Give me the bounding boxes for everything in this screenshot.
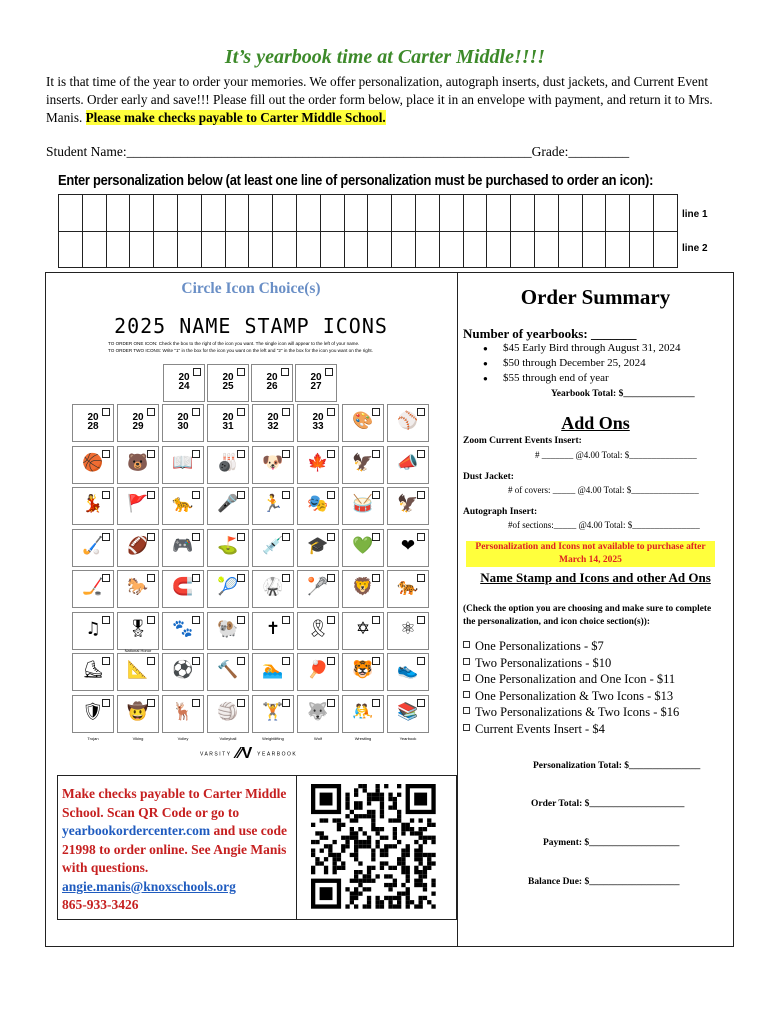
icon-cell[interactable] — [72, 653, 114, 691]
icon-cell[interactable] — [387, 653, 429, 691]
dust-jacket-label: Dust Jacket: — [463, 472, 514, 482]
icon-cell[interactable] — [297, 404, 339, 442]
stamp-icon: 🦅 — [352, 452, 374, 473]
logo-mark-icon: ⁄⁄V — [236, 745, 253, 762]
stamp-icon: 💉 — [262, 535, 284, 556]
icon-cell[interactable] — [162, 529, 204, 567]
icon-cell[interactable] — [387, 695, 429, 741]
letter-box[interactable] — [653, 231, 677, 268]
stamp-icon: ✡ — [355, 618, 371, 639]
stamp-icon: 🚩 — [127, 494, 149, 514]
stamp-icon: 🤠 — [127, 701, 149, 722]
icon-cell[interactable] — [387, 487, 429, 525]
letter-box[interactable] — [344, 195, 368, 232]
icon-cell[interactable] — [117, 529, 159, 567]
icon-cell[interactable] — [117, 612, 159, 653]
intro-text: It is that time of the year to order your memories. We offer personalization, autograph inserts, dust jackets, and Current Event inserts. Order early and save!!! Please fill out the order form below, place it in an envelope with payment, and return it to Mrs. Manis. — [46, 74, 713, 125]
letter-box[interactable] — [368, 231, 392, 268]
icon-cell[interactable] — [342, 487, 384, 525]
letter-box[interactable] — [59, 231, 83, 268]
stamp-icon: 🐎 — [127, 577, 149, 597]
circle-icon-heading: Circle Icon Choice(s) — [181, 280, 321, 297]
number-of-yearbooks-field[interactable]: Number of yearbooks: _______ — [463, 326, 637, 341]
personalization-grid[interactable] — [58, 194, 678, 268]
checkbox-icon[interactable] — [463, 641, 470, 648]
icon-cell[interactable] — [162, 653, 204, 691]
stamp-icon: 🎨 — [352, 411, 374, 431]
icon-cell[interactable] — [342, 612, 384, 650]
icon-caption: Wrestling — [354, 735, 372, 741]
stamp-icon: 🐅 — [397, 577, 419, 597]
icon-caption: National Honor — [124, 647, 152, 653]
order-site-link[interactable]: yearbookordercenter.com — [62, 823, 211, 838]
option-checkbox[interactable] — [463, 671, 679, 688]
stamp-icon: 🥁 — [352, 494, 374, 514]
stamp-icon: 🥋 — [262, 577, 284, 597]
stamp-icon: 🏑 — [82, 535, 104, 556]
icon-cell[interactable] — [207, 612, 249, 650]
icon-caption: Yearbook — [399, 735, 417, 741]
letter-box[interactable] — [653, 195, 677, 232]
letter-box[interactable] — [487, 231, 511, 268]
checkbox-icon[interactable] — [463, 691, 470, 698]
column-divider — [457, 272, 458, 947]
stamp-icon: 🎓 — [307, 535, 329, 556]
stamp-icon: 20 27 — [310, 372, 322, 392]
stamp-icon: 🏋 — [262, 701, 284, 722]
letter-box[interactable] — [82, 231, 106, 268]
qr-code-icon[interactable] — [311, 784, 441, 912]
letter-box[interactable] — [249, 231, 273, 268]
price-item: ● $50 through December 25, 2024 — [488, 356, 681, 371]
stamp-icon: 🦌 — [172, 701, 194, 722]
letter-box[interactable] — [606, 195, 630, 232]
letter-box[interactable] — [534, 231, 558, 268]
icon-cell[interactable] — [297, 446, 339, 484]
icon-cell[interactable] — [117, 404, 159, 442]
two-icon-instructions: TO ORDER TWO ICONS: Write "1" in the box for the icon you want on the left and "2" in the box for the icon you want on the right. — [108, 348, 373, 353]
icon-cell[interactable] — [387, 612, 429, 650]
icon-cell[interactable] — [252, 695, 294, 741]
stamp-icon: 🍁 — [307, 452, 329, 473]
icon-caption: Volley — [177, 735, 189, 741]
letter-box[interactable] — [439, 195, 463, 232]
letter-box[interactable] — [463, 195, 487, 232]
letter-box[interactable] — [273, 231, 297, 268]
option-checkbox[interactable] — [463, 655, 679, 672]
option-label: One Personalization & Two Icons - $13 — [475, 688, 674, 703]
icon-cell[interactable] — [251, 364, 293, 402]
icon-cell[interactable] — [162, 612, 204, 650]
payment-instructions — [62, 785, 294, 915]
checkbox-icon[interactable] — [463, 674, 470, 681]
icon-cell[interactable] — [252, 487, 294, 525]
stamp-icon: 🎤 — [217, 494, 239, 514]
zoom-insert-field[interactable] — [535, 450, 697, 460]
icon-cell[interactable] — [297, 570, 339, 608]
stamp-icon: 20 25 — [222, 372, 234, 392]
option-checkbox[interactable] — [463, 688, 679, 705]
stamp-icon: 🎮 — [172, 535, 194, 556]
icon-cell[interactable] — [342, 695, 384, 741]
icon-cell[interactable] — [162, 487, 204, 525]
stamp-icon: ⚾ — [397, 411, 419, 431]
letter-box[interactable] — [177, 195, 201, 232]
stamp-icon: ✝ — [265, 618, 281, 639]
option-list — [463, 638, 679, 737]
icon-cell[interactable] — [297, 487, 339, 525]
icon-cell[interactable] — [207, 364, 249, 402]
icon-cell[interactable] — [162, 404, 204, 442]
icon-cell[interactable] — [387, 446, 429, 484]
brand-left: VARSITY — [200, 751, 232, 758]
icon-cell[interactable] — [162, 695, 204, 741]
icon-caption: Viking — [132, 735, 144, 741]
icon-cell[interactable] — [72, 404, 114, 442]
stamp-icon: 🏊 — [262, 660, 284, 680]
stamp-icon: 🎖 — [127, 618, 149, 639]
letter-box[interactable] — [201, 231, 225, 268]
stamp-icon: ❤ — [400, 535, 416, 556]
stamp-icon: 🐾 — [172, 618, 194, 639]
checkbox-icon[interactable] — [463, 658, 470, 665]
letter-box[interactable] — [177, 231, 201, 268]
icon-caption: Weightlifting — [262, 735, 284, 741]
letter-box[interactable] — [415, 231, 439, 268]
stamp-icon: 🐺 — [307, 701, 329, 722]
icon-cell[interactable] — [117, 695, 159, 741]
stamp-icon: ⛳ — [217, 535, 239, 556]
stamp-icons-title: 2025 NAME STAMP ICONS — [114, 314, 388, 338]
letter-box[interactable] — [106, 231, 130, 268]
stamp-icon: 👟 — [397, 660, 419, 680]
icon-cell[interactable] — [295, 364, 337, 402]
payment-text-b: and use code 21998 to order online. See Angie Manis with questions. — [62, 823, 287, 875]
letter-box[interactable] — [368, 195, 392, 232]
icon-cell[interactable] — [387, 404, 429, 442]
balance-due-field[interactable]: Balance Due: $___________________ — [528, 877, 680, 887]
stamp-icon: 🏐 — [217, 701, 239, 722]
stamp-icon: ⚽ — [172, 660, 194, 680]
icon-cell[interactable] — [72, 570, 114, 608]
letter-box[interactable] — [487, 195, 511, 232]
stamp-icon: 20 30 — [177, 412, 189, 432]
icon-cell[interactable] — [162, 446, 204, 484]
stamp-icon: 🎾 — [217, 577, 239, 597]
icon-cell[interactable] — [252, 446, 294, 484]
checkbox-icon[interactable] — [463, 707, 470, 714]
icon-cell[interactable] — [207, 695, 249, 741]
stamp-icon: 🐏 — [217, 618, 239, 639]
letter-box[interactable] — [344, 231, 368, 268]
icon-cell[interactable] — [252, 404, 294, 442]
stamp-icon: 20 26 — [266, 372, 278, 392]
personalization-total-field[interactable]: Personalization Total: $_______________ — [533, 761, 701, 771]
stamp-icon: 🤼 — [352, 701, 374, 722]
icon-cell[interactable] — [252, 612, 294, 650]
letter-box[interactable] — [630, 195, 654, 232]
letter-box[interactable] — [273, 195, 297, 232]
letter-box[interactable] — [392, 195, 416, 232]
stamp-icon: 🏈 — [127, 535, 149, 556]
letter-box[interactable] — [511, 231, 535, 268]
letter-box[interactable] — [630, 231, 654, 268]
icon-cell[interactable] — [297, 695, 339, 741]
personalization-row — [59, 195, 678, 232]
letter-box[interactable] — [439, 231, 463, 268]
payment-text-a: Make checks payable to Carter Middle School. Scan QR Code or go to — [62, 786, 287, 820]
qr-code-box — [296, 775, 457, 920]
letter-box[interactable] — [130, 231, 154, 268]
yearbook-total-field[interactable]: Yearbook Total: $_______________ — [551, 389, 695, 399]
autograph-insert-field[interactable] — [508, 520, 700, 530]
letter-box[interactable] — [606, 231, 630, 268]
icon-cell[interactable] — [162, 570, 204, 608]
price-item: ● $55 through end of year — [488, 371, 681, 386]
stamp-icon: 🐻 — [127, 452, 149, 473]
deadline-notice: Personalization and Icons not available to purchase after March 14, 2025 — [466, 541, 715, 567]
autograph-insert-line: #of sections:_____ @4.00 Total: $_______________ — [508, 520, 700, 530]
icon-cell[interactable] — [387, 570, 429, 608]
icon-caption: Volleyball — [219, 735, 237, 741]
letter-box[interactable] — [296, 195, 320, 232]
stamp-icon: 🐶 — [262, 452, 284, 473]
icon-cell[interactable] — [117, 570, 159, 608]
one-icon-instructions: TO ORDER ONE ICON: Check the box to the right of the icon you want. The single icon will appear to the left of your name. — [108, 341, 360, 346]
stamp-icon: 20 31 — [222, 412, 234, 432]
add-ons-title: Add Ons — [561, 413, 630, 433]
icon-cell[interactable] — [342, 653, 384, 691]
stamp-icon: 🎗 — [307, 618, 329, 639]
icon-cell[interactable] — [117, 446, 159, 484]
icon-cell[interactable] — [207, 404, 249, 442]
letter-box[interactable] — [225, 231, 249, 268]
icon-cell[interactable] — [207, 529, 249, 567]
icon-caption: Wolf — [314, 735, 322, 741]
letter-box[interactable] — [558, 195, 582, 232]
letter-box[interactable] — [320, 195, 344, 232]
stamp-icon: 20 32 — [267, 412, 279, 432]
stamp-icon: 20 28 — [87, 412, 99, 432]
letter-box[interactable] — [106, 195, 130, 232]
stamp-icon: 📚 — [397, 701, 419, 722]
order-summary-title: Order Summary — [520, 285, 671, 309]
stamp-icon: 💚 — [352, 535, 374, 556]
stamp-icon: 🐯 — [352, 660, 374, 680]
stamp-icon: 🏃 — [262, 494, 284, 514]
intro-paragraph — [46, 73, 736, 127]
letter-box[interactable] — [320, 231, 344, 268]
icon-cell[interactable] — [207, 446, 249, 484]
personalization-row — [59, 231, 678, 268]
stamp-icon: 🏀 — [82, 452, 104, 473]
icon-cell[interactable] — [72, 446, 114, 484]
stamp-icon: 📐 — [127, 660, 149, 680]
price-item: ● $45 Early Bird through August 31, 2024 — [488, 341, 681, 356]
option-label: Current Events Insert - $4 — [475, 721, 605, 736]
option-checkbox[interactable] — [463, 704, 679, 721]
dust-jacket-line: # of covers: _____ @4.00 Total: $_______________ — [508, 485, 699, 495]
stamp-icon: ⚛ — [400, 618, 416, 639]
icon-cell[interactable] — [252, 570, 294, 608]
letter-box[interactable] — [249, 195, 273, 232]
price-list — [488, 341, 681, 386]
checkbox-icon[interactable] — [463, 724, 470, 731]
stamp-icon: 📣 — [397, 452, 419, 473]
icon-cell[interactable] — [72, 612, 114, 650]
icon-cell[interactable] — [297, 529, 339, 567]
letter-box[interactable] — [296, 231, 320, 268]
personalization-heading: Enter personalization below (at least one line of personalization must be purchased to order an icon): — [58, 172, 654, 189]
stamp-icon: 🎭 — [307, 494, 329, 514]
stamp-icon: 20 29 — [132, 412, 144, 432]
icon-cell[interactable] — [207, 487, 249, 525]
option-label: One Personalization and One Icon - $11 — [475, 672, 676, 686]
icon-cell[interactable] — [117, 653, 159, 691]
stamp-icon: 🔨 — [217, 660, 239, 680]
stamp-icon: 🧲 — [172, 577, 194, 597]
icon-cell[interactable] — [207, 653, 249, 691]
icon-cell[interactable] — [297, 653, 339, 691]
stamp-icon: ♫ — [85, 618, 101, 639]
letter-box[interactable] — [463, 231, 487, 268]
varsity-yearbook-logo — [200, 745, 297, 763]
icon-cell[interactable] — [207, 570, 249, 608]
letter-box[interactable] — [558, 231, 582, 268]
brand-right: YEARBOOK — [257, 751, 298, 758]
stamp-icon: 20 33 — [312, 412, 324, 432]
phone-number: 865-933-3426 — [62, 897, 139, 912]
letter-box[interactable] — [130, 195, 154, 232]
zoom-insert-line: # _______ @4.00 Total: $_______________ — [535, 450, 697, 460]
line-1-label: line 1 — [682, 209, 708, 220]
letter-box[interactable] — [201, 195, 225, 232]
stamp-icon: 🐆 — [172, 494, 194, 514]
icon-cell[interactable] — [342, 404, 384, 442]
icon-cell[interactable] — [72, 695, 114, 741]
email-link[interactable]: angie.manis@knoxschools.org — [62, 878, 236, 894]
payment-field[interactable]: Payment: $___________________ — [543, 838, 680, 848]
icon-cell[interactable] — [72, 529, 114, 567]
letter-box[interactable] — [511, 195, 535, 232]
order-total-field[interactable]: Order Total: $____________________ — [531, 799, 685, 809]
autograph-insert-label: Autograph Insert: — [463, 507, 538, 517]
stamp-icon: 📖 — [172, 452, 194, 473]
option-checkbox[interactable] — [463, 638, 679, 655]
icon-cell[interactable] — [297, 612, 339, 650]
option-label: Two Personalizations & Two Icons - $16 — [475, 705, 680, 719]
letter-box[interactable] — [415, 195, 439, 232]
checks-payable-highlight: Please make checks payable to Carter Middle School. — [85, 110, 386, 125]
icon-cell[interactable] — [342, 570, 384, 608]
letter-box[interactable] — [392, 231, 416, 268]
letter-box[interactable] — [582, 231, 606, 268]
icon-cell[interactable] — [342, 446, 384, 484]
line-2-label: line 2 — [682, 243, 708, 254]
stamp-icon: 🦁 — [352, 577, 374, 597]
icon-cell[interactable] — [117, 487, 159, 525]
zoom-insert-label: Zoom Current Events Insert: — [463, 436, 582, 446]
letter-box[interactable] — [534, 195, 558, 232]
student-name-grade-line[interactable]: Student Name:____________________________________________________________Grade:_________ — [46, 144, 630, 159]
icon-cell[interactable] — [163, 364, 205, 402]
letter-box[interactable] — [582, 195, 606, 232]
letter-box[interactable] — [154, 231, 178, 268]
stamp-icon: 🛡 — [82, 701, 104, 722]
page-title: It’s yearbook time at Carter Middle!!!! — [224, 46, 546, 68]
letter-box[interactable] — [82, 195, 106, 232]
stamp-icon: 💃 — [82, 494, 104, 514]
icon-caption: Trojan — [87, 735, 99, 741]
icon-cell[interactable] — [72, 487, 114, 525]
option-label: One Personalizations - $7 — [475, 639, 604, 653]
stamp-icon: 🎳 — [217, 452, 239, 473]
icon-cell[interactable] — [252, 529, 294, 567]
icon-cell[interactable] — [387, 529, 429, 567]
letter-box[interactable] — [154, 195, 178, 232]
stamp-icon: 🥍 — [307, 577, 329, 597]
option-checkbox[interactable] — [463, 721, 679, 738]
icon-cell[interactable] — [342, 529, 384, 567]
check-option-note: (Check the option you are choosing and make sure to complete the personalization, and icon choice section(s)): — [463, 604, 712, 627]
dust-jacket-field[interactable] — [508, 485, 699, 495]
stamp-icon: ⛸ — [82, 660, 104, 680]
stamp-icon: 20 24 — [178, 372, 190, 392]
letter-box[interactable] — [59, 195, 83, 232]
option-label: Two Personalizations - $10 — [475, 655, 612, 670]
name-stamp-title: Name Stamp and Icons and other Ad Ons — [480, 570, 711, 585]
stamp-icon: 🏓 — [307, 660, 329, 680]
letter-box[interactable] — [225, 195, 249, 232]
stamp-icon: 🏒 — [82, 577, 104, 597]
icon-cell[interactable] — [252, 653, 294, 691]
stamp-icon: 🦅 — [397, 494, 419, 514]
